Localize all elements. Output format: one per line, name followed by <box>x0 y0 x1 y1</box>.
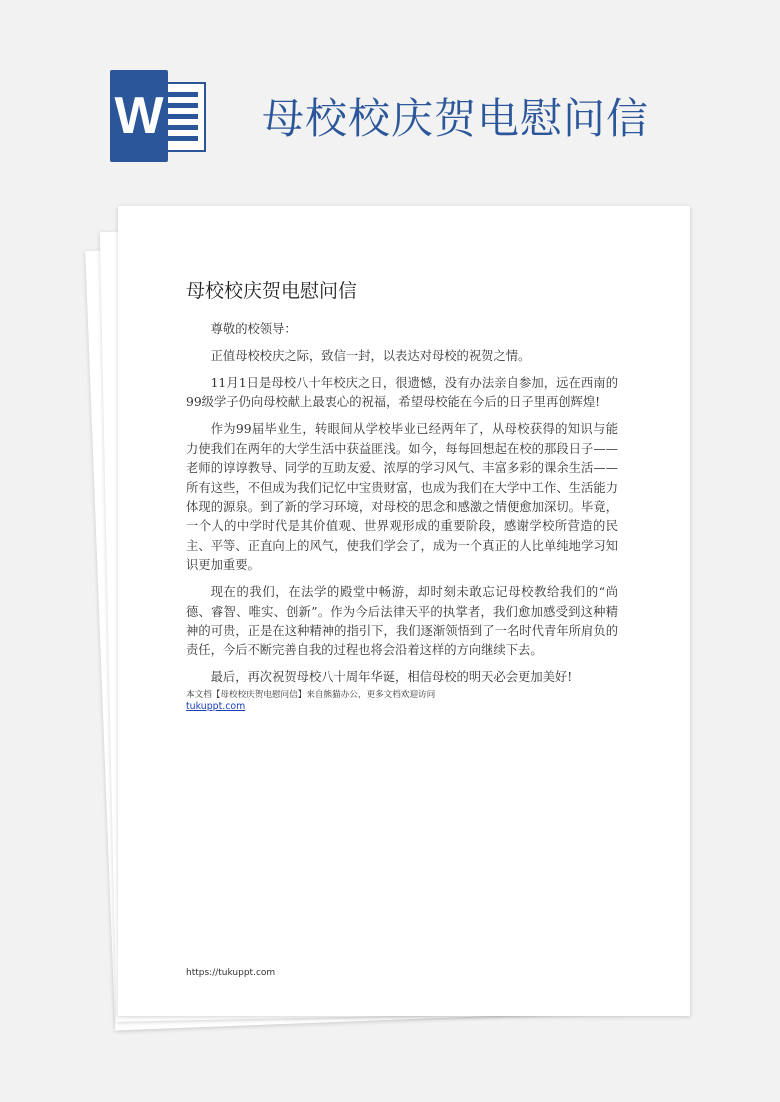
paragraph: 正值母校校庆之际，致信一封，以表达对母校的祝贺之情。 <box>210 349 531 363</box>
document-title: 母校校庆贺电慰问信 <box>186 280 358 302</box>
paragraph: 现在的我们，在法学的殿堂中畅游，却时刻未敢忘记母校教给我们的“尚德、睿智、唯实、创新”。作为今后法律天平的执掌者，我们愈加感受到这种精神的可贵，正是在这种精神的指引下，我们逐渐领悟到了一名时代青年所肩负的责任，今后不断完善自我的过程也将会沿着这样的方向继续下去。 <box>186 585 618 658</box>
page-url: https://tukuppt.com <box>186 968 276 978</box>
footer-note: 本文档【母校校庆贺电慰问信】来自熊猫办公，更多文档欢迎访问 <box>186 690 436 700</box>
document-page <box>118 206 690 1016</box>
word-icon <box>110 70 206 162</box>
paragraph: 最后，再次祝贺母校八十周年华诞，相信母校的明天必会更加美好! <box>210 670 573 685</box>
paragraph: 11月1日是母校八十年校庆之日，很遗憾，没有办法亲自参加，远在西南的99级学子仍向母校献上最衷心的祝福，希望母校能在今后的日子里再创辉煌! <box>186 376 618 410</box>
document-body <box>186 320 618 695</box>
salutation: 尊敬的校领导： <box>210 322 297 336</box>
word-logo-letter: W <box>110 70 168 162</box>
paragraph: 作为99届毕业生，转眼间从学校毕业已经两年了，从母校获得的知识与能力使我们在两年的大学生活中获益匪浅。如今，每每回想起在校的那段日子——老师的谆谆教导、同学的互助友爱、浓厚的学习风气、丰富多彩的课余生活——所有这些，不但成为我们记忆中宝贵财富，也成为我们在大学中工作、生活能力体现的源泉。到了新的学习环境，对母校的思念和感激之情便愈加深切。毕竟，一个人的中学时代是其价值观、世界观形成的重要阶段，感谢学校所营造的民主、平等、正直向上的风气，使我们学会了，成为一个真正的人比单纯地学习知识更加重要。 <box>186 422 618 573</box>
document-footer <box>186 689 435 713</box>
header-title: 母校校庆贺电慰问信 <box>262 94 650 143</box>
footer-link[interactable]: tukuppt.com <box>186 701 246 712</box>
